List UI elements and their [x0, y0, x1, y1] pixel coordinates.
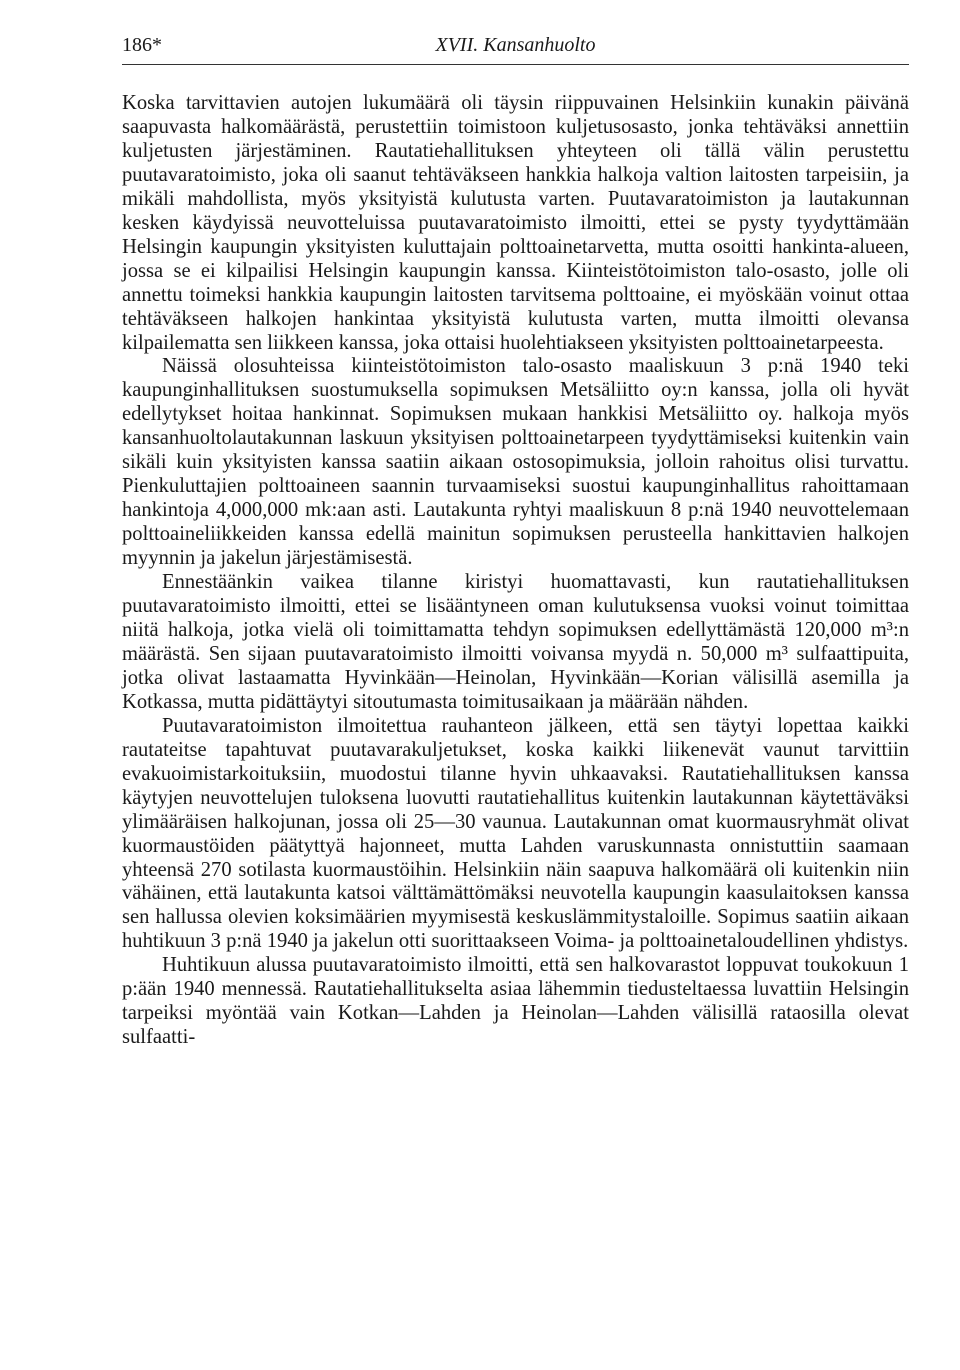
body-text: [122, 92, 909, 1050]
paragraph-5: Huhtikuun alussa puutavaratoimisto ilmoitti, että sen halkovarastot loppuvat toukokuun 1 p:ään 1940 mennessä. Rautatiehallitukselta asiaa lähemmin tiedusteltaessa luvattiin Helsingin tarpeiksi myöntää vain Kotkan—Lahden ja Heinolan—Lahden välisillä rataosilla olevat sulfaatti-: [122, 954, 909, 1049]
page-number: 186*: [122, 34, 162, 56]
paragraph-2: Näissä olosuhteissa kiinteistötoimiston talo-osasto maaliskuun 3 p:nä 1940 teki kaupunginhallituksen suostumuksella sopimuksen Metsäliitto oy:n kanssa, jolla oli hyvät edellytykset hoitaa hankinnat. Sopimuksen mukaan hankkisi Metsäliitto oy. halkoja myös kansanhuoltolautakunnan laskuun yksityisen polttoainetarpeen tyydyttämiseksi kuitenkin vain sikäli kuin yksityisten kanssa saatiin aikaan ostosopimuksia, jolloin rahoitus olisi turvattu. Pienkuluttajien polttoaineen saannin turvaamiseksi suostui kaupunginhallitus rahoittamaan hankintoja 4,000,000 mk:aan asti. Lautakunta ryhtyi maaliskuun 8 p:nä 1940 neuvottelemaan polttoaineliikkeiden kanssa edellä mainitun sopimuksen perusteella hankittavien halkojen myynnin ja jakelun järjestämisestä.: [122, 355, 909, 570]
paragraph-3: Ennestäänkin vaikea tilanne kiristyi huomattavasti, kun rautatiehallituksen puutavaratoimisto ilmoitti, ettei se lisääntyneen oman kulutuksensa vuoksi voinut toimittaa niitä halkoja, jotka vielä oli toimittamatta tehdyn sopimuksen edellyttämästä 120,000 m³:n määrästä. Sen sijaan puutavaratoimisto ilmoitti voivansa myydä n. 50,000 m³ sulfaattipuita, jotka olivat lastaamatta Hyvinkään—Heinolan, Hyvinkään—Korian välisillä asemilla ja Kotkassa, mutta pidättäytyi sitoutumasta toimitusaikaan ja määrään nähden.: [122, 571, 909, 713]
running-title: XVII. Kansanhuolto: [435, 34, 596, 56]
page-header: [122, 30, 909, 65]
paragraph-1: Koska tarvittavien autojen lukumäärä oli täysin riippuvainen Helsinkiin kunakin päivänä saapuvasta halkomäärästä, perustettiin toimistoon kuljetusosasto, jonka tehtäväksi annettiin kuljetusten järjestäminen. Rautatiehallituksen yhteyteen oli tällä välin perustettu puutavaratoimisto, joka oli saanut tehtäväkseen hankkia halkoja valtion laitosten tarpeisiin, ja mikäli mahdollista, myös yksityistä kulutusta varten. Puutavaratoimiston ja lautakunnan kesken käydyissä neuvotteluissa puutavaratoimisto ilmoitti, ettei se pysty tyydyttämään Helsingin kaupungin yksityisten kuluttajain polttoainetarvetta, mutta osoitti hankinta-alueen, jossa se ei kilpailisi Helsingin kaupungin kanssa. Kiinteistötoimiston talo-osasto, jolle oli annettu toimeksi hankkia kaupungin laitosten tarvitsema polttoaine, ei myöskään voinut ottaa tehtäväkseen halkojen hankintaa yksityistä kulutusta varten, mutta ilmoitti olevansa kilpailematta sen liikkeen kanssa, joka ottaisi huolehtiakseen yksityisten polttoainetarpeesta.: [122, 92, 909, 354]
paragraph-4: Puutavaratoimiston ilmoitettua rauhanteon jälkeen, että sen täytyi lopettaa kaikki rautateitse tapahtuvat puutavarakuljetukset, koska kaikki liikenevät vaunut tarvittiin evakuoimistarkoituksiin, muodostui tilanne hyvin uhkaavaksi. Rautatiehallituksen kanssa käytyjen neuvottelujen tuloksena luovutti rautatiehallitus kuitenkin lautakunnan käytettäväksi ylimääräisen halkojunan, jossa oli 25—30 vaunua. Lautakunnan omat kuormausryhmät olivat kuormaustöiden päätyttyä hajonneet, mutta Lahden varuskunnasta onnistuttiin saamaan yhteensä 270 sotilasta kuormaustöihin. Helsinkiin näin saapuva halkomäärä oli kuitenkin niin vähäinen, että lautakunta katsoi välttämättömäksi neuvotella kaupungin kaasulaitoksen kanssa sen hallussa olevien koksimäärien myymisestä keskuslämmitystaloille. Sopimus saatiin aikaan huhtikuun 3 p:nä 1940 ja jakelun otti suorittaakseen Voima- ja polttoainetaloudellinen yhdistys.: [122, 714, 909, 953]
